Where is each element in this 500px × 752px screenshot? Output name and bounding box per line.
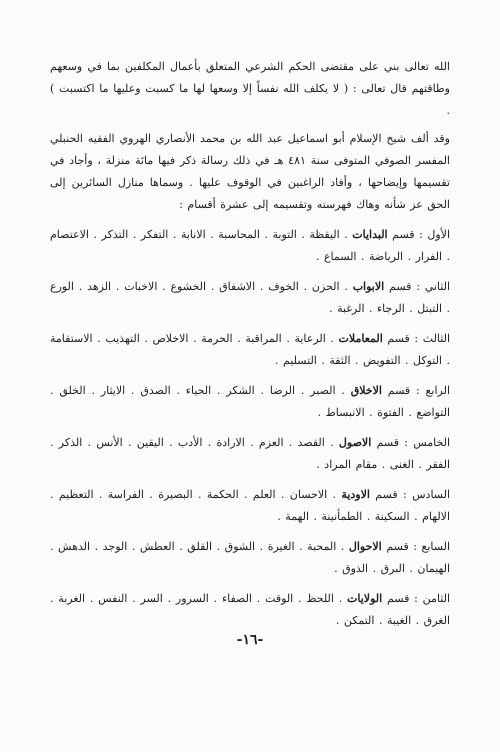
section-terms: . اللحظ . الوقت . الصفاء . السرور . السر . النفس . الغربة . الغرق . الغيبة . التمكن . (50, 592, 450, 627)
section-terms: . الصبر . الرضا . الشكر . الحياء . الصدق . الايثار . الخلق . التواضع . الفتوة . الانبساط . (50, 384, 450, 419)
section-terms: . الحزن . الخوف . الاشفاق . الخشوع . الاخبات . الزهد . الورع . التبتل . الرجاء . الرغبة . (50, 280, 450, 315)
page-number: -١٦- (236, 632, 264, 648)
section-name: الاخلاق (350, 384, 382, 397)
section-name: الاحوال (348, 540, 382, 553)
section-item-7 (50, 536, 450, 580)
section-lead: السابع : قسم (386, 540, 451, 553)
section-name: الاودية (341, 488, 370, 501)
section-terms: . الرعاية . المراقبة . الحرمة . الاخلاص . التهذيب . الاستقامة . التوكل . التفويض . الثقة . التسليم . (50, 332, 450, 367)
section-terms: . المحبة . الغيرة . الشوق . القلق . العطش . الوجد . الدهش . الهيمان . البرق . الذوق . (50, 540, 450, 575)
section-name: الاصول (338, 436, 372, 449)
section-item-3 (50, 328, 450, 372)
section-name: الولايات (347, 592, 383, 605)
section-lead: الثالث : قسم (387, 332, 450, 345)
section-lead: الثامن : قسم (386, 592, 451, 605)
section-terms: . الاحسان . العلم . الحكمة . البصيرة . الفراسة . التعظيم . الالهام . السكينة . الطمأنينة . الهمة . (50, 488, 450, 523)
intro-paragraph-1: الله تعالى بني على مقتضى الحكم الشرعي المتعلق بأعمال المكلفين بما في وسعهم وطاقتهم قال تعالى : ( لا يكلف الله نفساً إلا وسعها لها ما كسبت وعليها ما اكتسبت ) . (50, 60, 450, 117)
section-name: المعاملات (338, 332, 383, 345)
section-terms: . اليقظة . التوبة . المحاسبة . الانابة . التفكر . التذكر . الاعتصام . الفرار . الرياضة . السماع . (50, 228, 450, 263)
section-item-5 (50, 432, 450, 476)
intro-paragraph-2: وقد ألف شيخ الإسلام أبو اسماعيل عبد الله بن محمد الأنصاري الهروي الفقيه الحنبلي المفسر الصوفي المتوفى سنة ٤٨١ هـ في ذلك رسالة ذكر فيها مائة منزلة ، وأجاد في تقسيمها وإيضاحها ، وأفاد الراغبين في الوقوف عليها . وسماها منازل السائرين إلى الحق عز شأنه وهاك فهرسته وتقسيمه إلى عشرة أقسام : (50, 132, 450, 211)
section-name: البدايات (352, 228, 388, 241)
section-item-4 (50, 380, 450, 424)
section-lead: الثاني : قسم (389, 280, 451, 293)
section-lead: السادس : قسم (375, 488, 451, 501)
section-item-8 (50, 588, 450, 632)
section-item-2 (50, 276, 450, 320)
body-text (50, 56, 450, 632)
section-name: الابواب (352, 280, 385, 293)
section-lead: الخامس : قسم (376, 436, 451, 449)
section-lead: الرابع : قسم (387, 384, 451, 397)
section-terms: . القصد . العزم . الارادة . الأدب . اليقين . الأنس . الذكر . الفقر . الغنى . مقام المراد . (50, 436, 450, 471)
section-item-1 (50, 224, 450, 268)
section-lead: الأول : قسم (392, 228, 451, 241)
section-item-6 (50, 484, 450, 528)
